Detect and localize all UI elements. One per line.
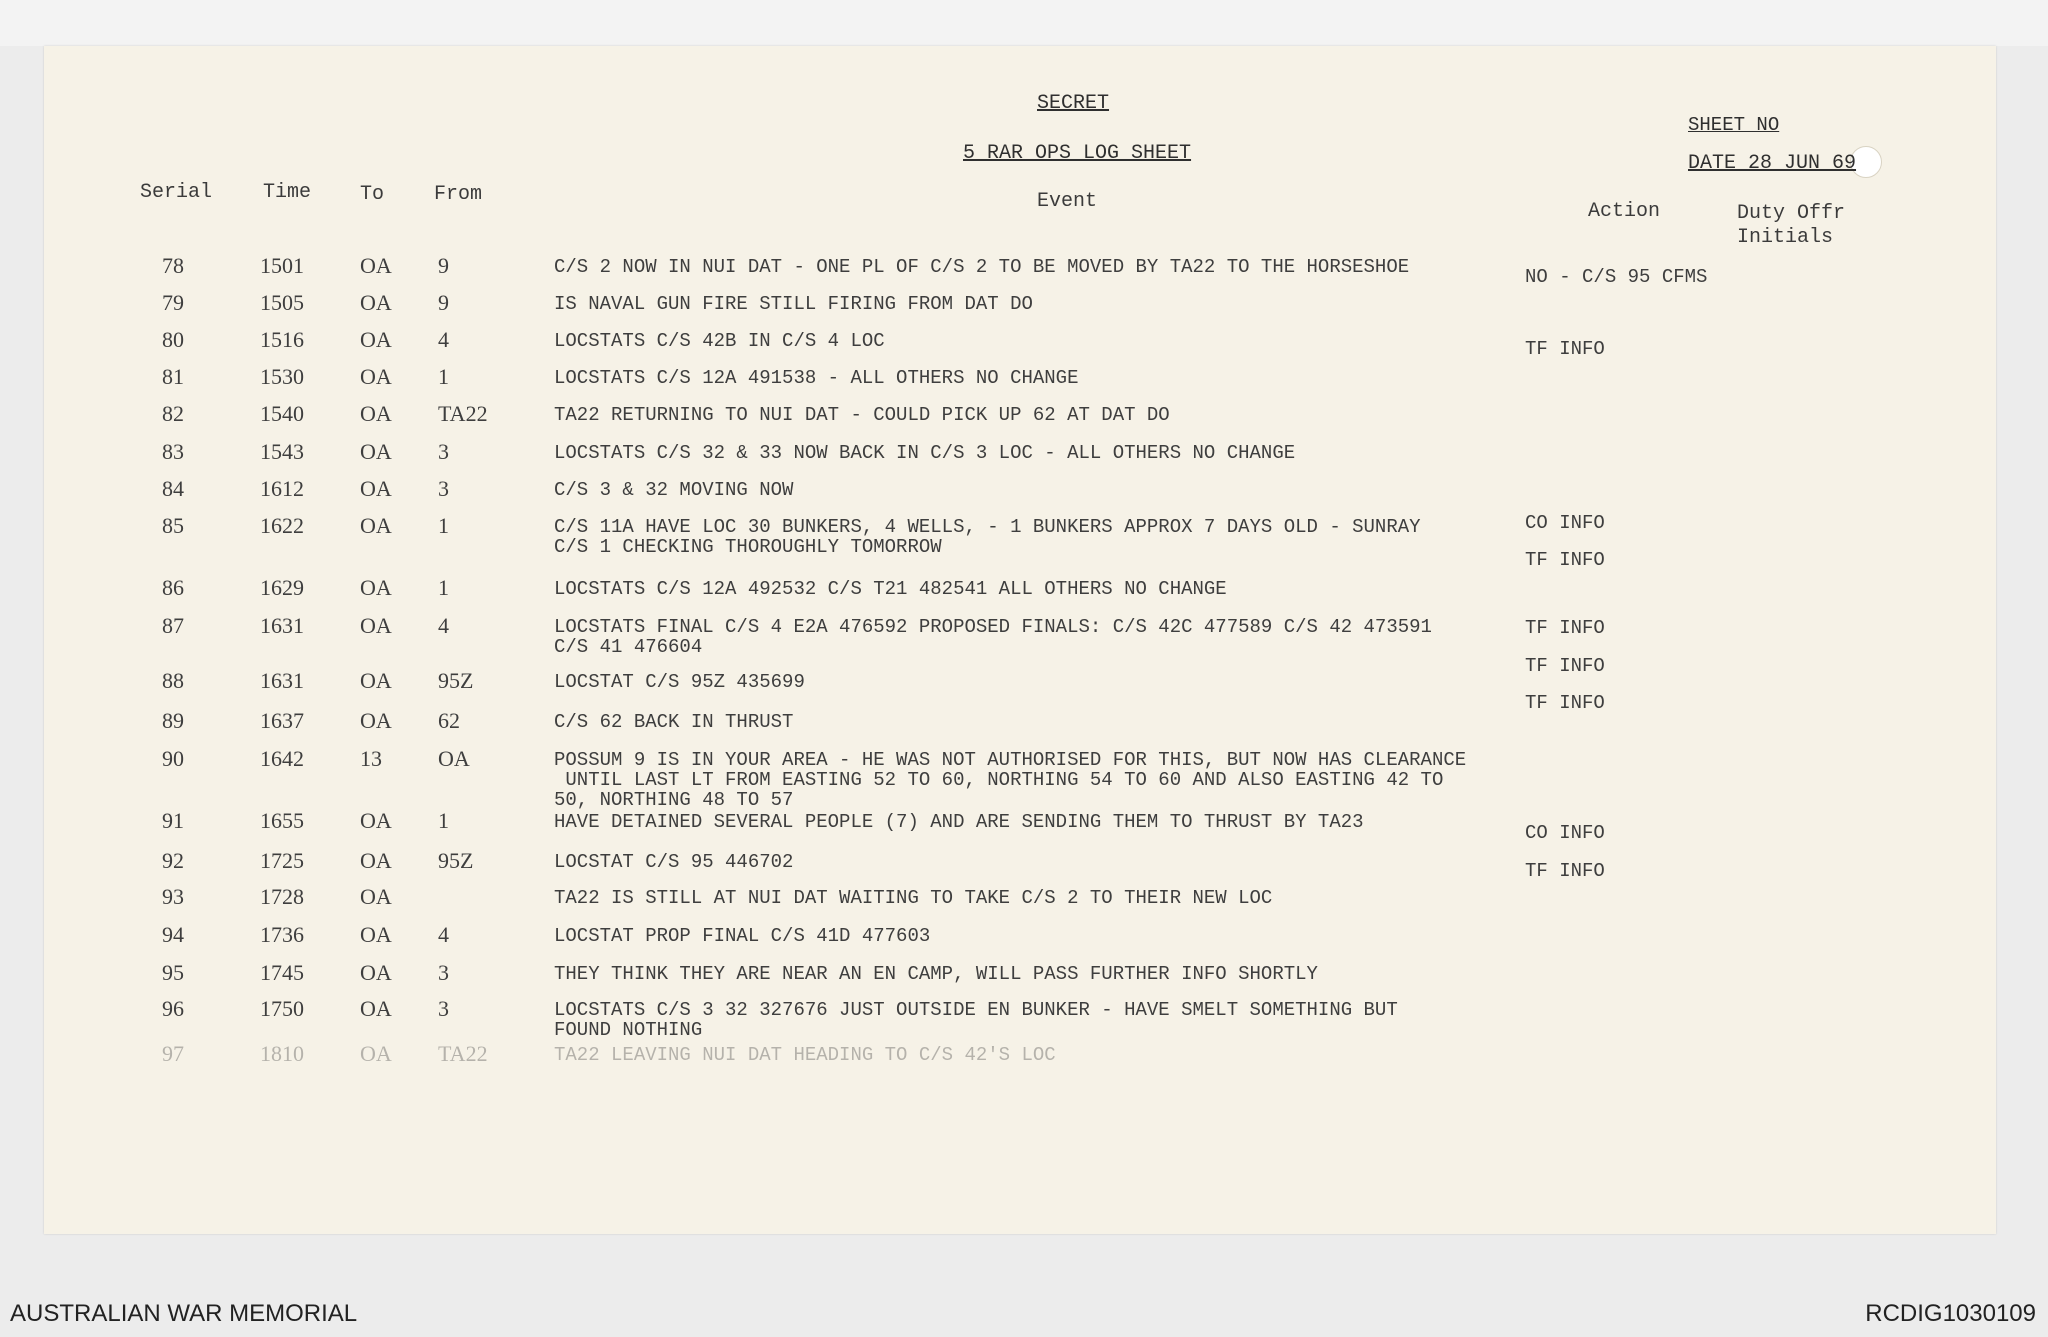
to-cell: OA bbox=[360, 401, 392, 426]
time-cell: 1631 bbox=[260, 613, 304, 638]
event-cell: LOCSTATS C/S 12A 492532 C/S T21 482541 ALL OTHERS NO CHANGE bbox=[554, 578, 1227, 600]
to-cell: OA bbox=[360, 513, 392, 538]
column-header-duty-officer: Duty Offr bbox=[1737, 202, 1846, 225]
action-cell: TF INFO bbox=[1525, 549, 1605, 571]
footer-institution: AUSTRALIAN WAR MEMORIAL bbox=[10, 1300, 358, 1327]
time-cell: 1629 bbox=[260, 575, 304, 600]
date-label: DATE 28 JUN 69 bbox=[1688, 152, 1857, 175]
time-cell: 1530 bbox=[260, 364, 304, 389]
page-title: 5 RAR OPS LOG SHEET bbox=[963, 142, 1192, 165]
from-cell: 95Z bbox=[438, 848, 474, 873]
serial-cell: 94 bbox=[162, 922, 184, 947]
serial-cell: 93 bbox=[162, 884, 184, 909]
to-cell: OA bbox=[360, 613, 392, 638]
event-cell: LOCSTATS C/S 3 32 327676 JUST OUTSIDE EN BUNKER - HAVE SMELT SOMETHING BUT FOUND NOTHING bbox=[554, 999, 1398, 1041]
serial-cell: 95 bbox=[162, 960, 184, 985]
from-cell: TA22 bbox=[438, 1041, 488, 1066]
action-cell: NO - C/S 95 CFMS bbox=[1525, 266, 1708, 288]
time-cell: 1631 bbox=[260, 668, 304, 693]
time-cell: 1810 bbox=[260, 1041, 304, 1066]
time-cell: 1655 bbox=[260, 808, 304, 833]
to-cell: OA bbox=[360, 996, 392, 1021]
time-cell: 1501 bbox=[260, 253, 304, 278]
column-header-time: Time bbox=[263, 181, 312, 204]
serial-cell: 84 bbox=[162, 476, 184, 501]
action-cell: TF INFO bbox=[1525, 338, 1605, 360]
time-cell: 1516 bbox=[260, 327, 304, 352]
from-cell: 4 bbox=[438, 613, 449, 638]
to-cell: OA bbox=[360, 439, 392, 464]
time-cell: 1745 bbox=[260, 960, 304, 985]
time-cell: 1736 bbox=[260, 922, 304, 947]
time-cell: 1728 bbox=[260, 884, 304, 909]
from-cell: 9 bbox=[438, 253, 449, 278]
from-cell: 1 bbox=[438, 364, 449, 389]
action-cell: CO INFO bbox=[1525, 512, 1605, 534]
event-cell: LOCSTAT C/S 95Z 435699 bbox=[554, 671, 805, 693]
event-cell: C/S 62 BACK IN THRUST bbox=[554, 711, 794, 733]
event-cell: LOCSTAT PROP FINAL C/S 41D 477603 bbox=[554, 925, 931, 947]
serial-cell: 92 bbox=[162, 848, 184, 873]
event-cell: C/S 11A HAVE LOC 30 BUNKERS, 4 WELLS, - 1 BUNKERS APPROX 7 DAYS OLD - SUNRAY C/S 1 CHECKING THOROUGHLY TOMORROW bbox=[554, 516, 1421, 558]
time-cell: 1750 bbox=[260, 996, 304, 1021]
from-cell: 4 bbox=[438, 922, 449, 947]
column-header-action: Action bbox=[1588, 200, 1661, 223]
time-cell: 1637 bbox=[260, 708, 304, 733]
event-cell: LOCSTATS C/S 12A 491538 - ALL OTHERS NO CHANGE bbox=[554, 367, 1079, 389]
event-cell: IS NAVAL GUN FIRE STILL FIRING FROM DAT DO bbox=[554, 293, 1033, 315]
from-cell: 3 bbox=[438, 960, 449, 985]
to-cell: OA bbox=[360, 708, 392, 733]
from-cell: 95Z bbox=[438, 668, 474, 693]
event-cell: TA22 LEAVING NUI DAT HEADING TO C/S 42'S LOC bbox=[554, 1044, 1056, 1066]
event-cell: HAVE DETAINED SEVERAL PEOPLE (7) AND ARE SENDING THEM TO THRUST BY TA23 bbox=[554, 811, 1364, 833]
to-cell: OA bbox=[360, 290, 392, 315]
serial-cell: 88 bbox=[162, 668, 184, 693]
time-cell: 1540 bbox=[260, 401, 304, 426]
action-cell: TF INFO bbox=[1525, 655, 1605, 677]
to-cell: OA bbox=[360, 476, 392, 501]
time-cell: 1642 bbox=[260, 746, 304, 771]
action-cell: TF INFO bbox=[1525, 860, 1605, 882]
event-cell: THEY THINK THEY ARE NEAR AN EN CAMP, WILL PASS FURTHER INFO SHORTLY bbox=[554, 963, 1318, 985]
to-cell: OA bbox=[360, 848, 392, 873]
serial-cell: 90 bbox=[162, 746, 184, 771]
event-cell: POSSUM 9 IS IN YOUR AREA - HE WAS NOT AUTHORISED FOR THIS, BUT NOW HAS CLEARANCE UNTIL LAST LT FROM EASTING 52 TO 60, NORTHING 54 TO 60 AND ALSO EASTING 42 TO 50, NORTHING 48 TO 57 bbox=[554, 749, 1467, 811]
serial-cell: 91 bbox=[162, 808, 184, 833]
to-cell: OA bbox=[360, 575, 392, 600]
to-cell: OA bbox=[360, 364, 392, 389]
action-cell: CO INFO bbox=[1525, 822, 1605, 844]
time-cell: 1612 bbox=[260, 476, 304, 501]
footer-record-id: RCDIG1030109 bbox=[1865, 1300, 2036, 1327]
serial-cell: 79 bbox=[162, 290, 184, 315]
to-cell: OA bbox=[360, 884, 392, 909]
from-cell: 62 bbox=[438, 708, 460, 733]
from-cell: TA22 bbox=[438, 401, 488, 426]
time-cell: 1543 bbox=[260, 439, 304, 464]
time-cell: 1622 bbox=[260, 513, 304, 538]
event-cell: C/S 3 & 32 MOVING NOW bbox=[554, 479, 794, 501]
column-header-event: Event bbox=[1037, 190, 1098, 213]
event-cell: C/S 2 NOW IN NUI DAT - ONE PL OF C/S 2 TO BE MOVED BY TA22 TO THE HORSESHOE bbox=[554, 256, 1410, 278]
from-cell: 1 bbox=[438, 575, 449, 600]
action-cell: TF INFO bbox=[1525, 617, 1605, 639]
from-cell: 4 bbox=[438, 327, 449, 352]
serial-cell: 97 bbox=[162, 1041, 184, 1066]
serial-cell: 78 bbox=[162, 253, 184, 278]
serial-cell: 86 bbox=[162, 575, 184, 600]
time-cell: 1505 bbox=[260, 290, 304, 315]
event-cell: TA22 IS STILL AT NUI DAT WAITING TO TAKE C/S 2 TO THEIR NEW LOC bbox=[554, 887, 1273, 909]
serial-cell: 83 bbox=[162, 439, 184, 464]
column-header-to: To bbox=[360, 183, 385, 206]
serial-cell: 89 bbox=[162, 708, 184, 733]
event-cell: LOCSTATS C/S 42B IN C/S 4 LOC bbox=[554, 330, 885, 352]
column-header-serial: Serial bbox=[140, 181, 213, 204]
classification-label: SECRET bbox=[1037, 92, 1110, 115]
serial-cell: 96 bbox=[162, 996, 184, 1021]
serial-cell: 81 bbox=[162, 364, 184, 389]
to-cell: OA bbox=[360, 808, 392, 833]
to-cell: OA bbox=[360, 960, 392, 985]
to-cell: OA bbox=[360, 327, 392, 352]
from-cell: 3 bbox=[438, 439, 449, 464]
sheet-number-label: SHEET NO bbox=[1688, 114, 1780, 136]
serial-cell: 80 bbox=[162, 327, 184, 352]
serial-cell: 85 bbox=[162, 513, 184, 538]
log-sheet-paper bbox=[44, 46, 1996, 1234]
serial-cell: 82 bbox=[162, 401, 184, 426]
to-cell: OA bbox=[360, 1041, 392, 1066]
from-cell: 9 bbox=[438, 290, 449, 315]
column-header-initials: Initials bbox=[1737, 226, 1834, 249]
top-band bbox=[0, 0, 2048, 46]
column-header-from: From bbox=[434, 183, 483, 206]
to-cell: OA bbox=[360, 922, 392, 947]
from-cell: OA bbox=[438, 746, 470, 771]
serial-cell: 87 bbox=[162, 613, 184, 638]
event-cell: TA22 RETURNING TO NUI DAT - COULD PICK UP 62 AT DAT DO bbox=[554, 404, 1170, 426]
from-cell: 3 bbox=[438, 996, 449, 1021]
time-cell: 1725 bbox=[260, 848, 304, 873]
action-cell: TF INFO bbox=[1525, 692, 1605, 714]
to-cell: OA bbox=[360, 668, 392, 693]
event-cell: LOCSTATS FINAL C/S 4 E2A 476592 PROPOSED FINALS: C/S 42C 477589 C/S 42 473591 C/S 41 476604 bbox=[554, 616, 1432, 658]
from-cell: 1 bbox=[438, 513, 449, 538]
from-cell: 1 bbox=[438, 808, 449, 833]
event-cell: LOCSTAT C/S 95 446702 bbox=[554, 851, 794, 873]
to-cell: OA bbox=[360, 253, 392, 278]
from-cell: 3 bbox=[438, 476, 449, 501]
event-cell: LOCSTATS C/S 32 & 33 NOW BACK IN C/S 3 LOC - ALL OTHERS NO CHANGE bbox=[554, 442, 1296, 464]
to-cell: 13 bbox=[360, 746, 382, 771]
